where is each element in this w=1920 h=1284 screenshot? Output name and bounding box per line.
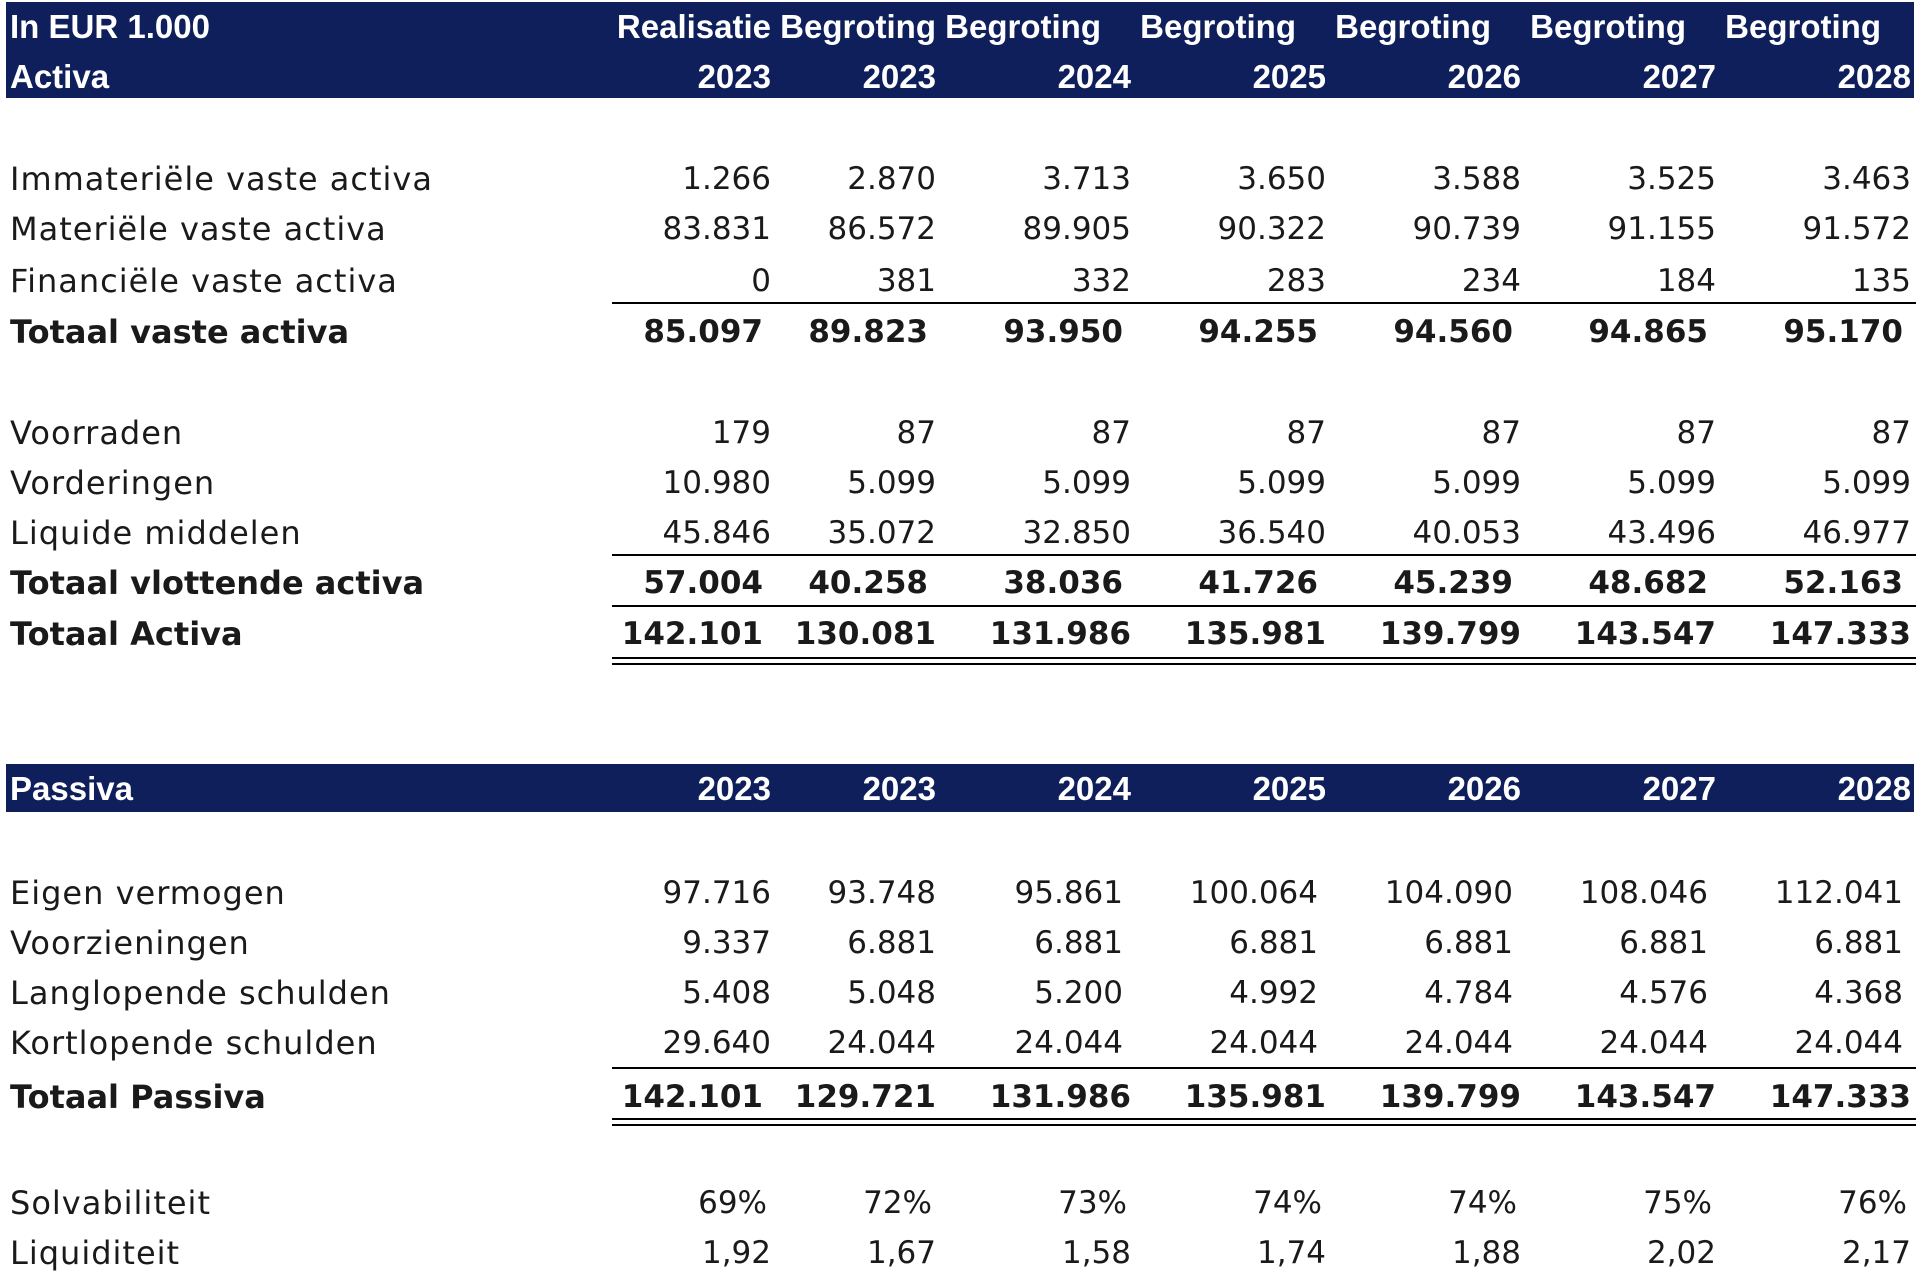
- row-label: Liquiditeit: [10, 1234, 181, 1272]
- column-year-6: 2027: [1642, 58, 1716, 95]
- value-cell: 3.463: [1822, 161, 1911, 197]
- value-cell: 89.905: [1022, 211, 1131, 247]
- value-cell: 1,74: [1256, 1235, 1326, 1271]
- value-cell: 4.576: [1619, 975, 1708, 1011]
- passiva-section-label: Passiva: [10, 770, 133, 807]
- value-cell: 48.682: [1588, 565, 1708, 601]
- value-cell: 46.977: [1802, 515, 1911, 551]
- passiva-year-4: 2025: [1252, 770, 1326, 807]
- value-cell: 87: [1481, 415, 1521, 451]
- column-year-3: 2024: [1057, 58, 1131, 95]
- value-cell: 87: [1871, 415, 1911, 451]
- value-cell: 179: [711, 415, 771, 451]
- row-label: Totaal Activa: [10, 615, 243, 653]
- value-cell: 94.255: [1198, 314, 1318, 350]
- value-cell: 1,67: [866, 1235, 936, 1271]
- subtotal-rule: [612, 554, 1916, 556]
- value-cell: 184: [1656, 263, 1716, 299]
- value-cell: 381: [876, 263, 936, 299]
- value-cell: 6.881: [847, 925, 936, 961]
- value-cell: 5.099: [1822, 465, 1911, 501]
- value-cell: 41.726: [1198, 565, 1318, 601]
- value-cell: 32.850: [1022, 515, 1131, 551]
- column-type-6: Begroting: [1530, 8, 1686, 45]
- value-cell: 93.748: [827, 875, 936, 911]
- value-cell: 100.064: [1189, 875, 1318, 911]
- value-cell: 4.368: [1814, 975, 1903, 1011]
- row-voorzieningen: [0, 918, 1920, 968]
- value-cell: 139.799: [1379, 616, 1521, 652]
- passiva-year-3: 2024: [1057, 770, 1131, 807]
- value-cell: 24.044: [827, 1025, 936, 1061]
- value-cell: 52.163: [1783, 565, 1903, 601]
- row-label: Materiële vaste activa: [10, 210, 387, 248]
- row-immateriele-vaste-activa: [0, 154, 1920, 204]
- row-label: Kortlopende schulden: [10, 1024, 378, 1062]
- value-cell: 4.992: [1229, 975, 1318, 1011]
- activa-section-label: Activa: [10, 58, 110, 95]
- value-cell: 0: [751, 263, 771, 299]
- value-cell: 24.044: [1599, 1025, 1708, 1061]
- value-cell: 5.408: [682, 975, 771, 1011]
- value-cell: 332: [1071, 263, 1131, 299]
- row-liquiditeit: [0, 1228, 1920, 1278]
- row-label: Liquide middelen: [10, 514, 302, 552]
- value-cell: 143.547: [1574, 1079, 1716, 1115]
- row-label: Voorzieningen: [10, 924, 250, 962]
- value-cell: 6.881: [1424, 925, 1513, 961]
- value-cell: 2,02: [1646, 1235, 1716, 1271]
- value-cell: 24.044: [1014, 1025, 1123, 1061]
- value-cell: 139.799: [1379, 1079, 1521, 1115]
- value-cell: 5.048: [847, 975, 936, 1011]
- value-cell: 45.846: [662, 515, 771, 551]
- value-cell: 74%: [1253, 1185, 1322, 1221]
- row-label: Financiële vaste activa: [10, 262, 398, 300]
- row-totaal-vlottende-activa: [0, 558, 1920, 608]
- subtotal-rule: [612, 302, 1916, 304]
- row-totaal-passiva: [0, 1072, 1920, 1122]
- passiva-year-7: 2028: [1837, 770, 1911, 807]
- row-financiele-vaste-activa: [0, 256, 1920, 306]
- value-cell: 283: [1266, 263, 1326, 299]
- row-eigen-vermogen: [0, 868, 1920, 918]
- value-cell: 57.004: [643, 565, 763, 601]
- value-cell: 143.547: [1574, 616, 1716, 652]
- value-cell: 130.081: [794, 616, 936, 652]
- value-cell: 93.950: [1003, 314, 1123, 350]
- value-cell: 1,92: [701, 1235, 771, 1271]
- row-kortlopende-schulden: [0, 1018, 1920, 1068]
- value-cell: 45.239: [1393, 565, 1513, 601]
- value-cell: 4.784: [1424, 975, 1513, 1011]
- value-cell: 69%: [698, 1185, 767, 1221]
- value-cell: 234: [1461, 263, 1521, 299]
- value-cell: 89.823: [808, 314, 928, 350]
- total-double-rule: [612, 657, 1916, 665]
- value-cell: 3.650: [1237, 161, 1326, 197]
- value-cell: 142.101: [621, 1079, 763, 1115]
- value-cell: 85.097: [643, 314, 763, 350]
- value-cell: 147.333: [1769, 616, 1911, 652]
- passiva-header-band: [6, 764, 1914, 812]
- column-year-7: 2028: [1837, 58, 1911, 95]
- value-cell: 9.337: [682, 925, 771, 961]
- value-cell: 94.560: [1393, 314, 1513, 350]
- value-cell: 40.053: [1412, 515, 1521, 551]
- value-cell: 40.258: [808, 565, 928, 601]
- row-vorderingen: [0, 458, 1920, 508]
- value-cell: 90.739: [1412, 211, 1521, 247]
- value-cell: 36.540: [1217, 515, 1326, 551]
- column-year-1: 2023: [697, 58, 771, 95]
- value-cell: 90.322: [1217, 211, 1326, 247]
- passiva-year-2: 2023: [862, 770, 936, 807]
- value-cell: 87: [1091, 415, 1131, 451]
- value-cell: 38.036: [1003, 565, 1123, 601]
- passiva-year-1: 2023: [697, 770, 771, 807]
- value-cell: 24.044: [1794, 1025, 1903, 1061]
- value-cell: 76%: [1838, 1185, 1907, 1221]
- row-label: Vorderingen: [10, 464, 216, 502]
- row-label: Immateriële vaste activa: [10, 160, 433, 198]
- value-cell: 1,88: [1451, 1235, 1521, 1271]
- value-cell: 5.099: [1237, 465, 1326, 501]
- value-cell: 2,17: [1841, 1235, 1911, 1271]
- passiva-year-6: 2027: [1642, 770, 1716, 807]
- value-cell: 5.099: [1627, 465, 1716, 501]
- value-cell: 87: [1676, 415, 1716, 451]
- activa-header-band: [6, 2, 1914, 98]
- value-cell: 29.640: [662, 1025, 771, 1061]
- value-cell: 35.072: [827, 515, 936, 551]
- value-cell: 43.496: [1607, 515, 1716, 551]
- row-label: Eigen vermogen: [10, 874, 286, 912]
- value-cell: 5.099: [1042, 465, 1131, 501]
- row-totaal-vaste-activa: [0, 307, 1920, 357]
- subtotal-rule: [612, 1067, 1916, 1069]
- value-cell: 112.041: [1774, 875, 1903, 911]
- value-cell: 95.170: [1783, 314, 1903, 350]
- row-voorraden: [0, 408, 1920, 458]
- value-cell: 147.333: [1769, 1079, 1911, 1115]
- value-cell: 75%: [1643, 1185, 1712, 1221]
- total-double-rule: [612, 1118, 1916, 1126]
- column-year-5: 2026: [1447, 58, 1521, 95]
- row-langlopende-schulden: [0, 968, 1920, 1018]
- column-type-4: Begroting: [1140, 8, 1296, 45]
- row-solvabiliteit: [0, 1178, 1920, 1228]
- value-cell: 108.046: [1579, 875, 1708, 911]
- value-cell: 94.865: [1588, 314, 1708, 350]
- unit-label: In EUR 1.000: [10, 8, 210, 45]
- row-materiele-vaste-activa: [0, 204, 1920, 254]
- value-cell: 135: [1851, 263, 1911, 299]
- row-label: Solvabiliteit: [10, 1184, 211, 1222]
- row-label: Totaal vlottende activa: [10, 564, 425, 602]
- value-cell: 86.572: [827, 211, 936, 247]
- value-cell: 87: [1286, 415, 1326, 451]
- value-cell: 6.881: [1814, 925, 1903, 961]
- value-cell: 10.980: [662, 465, 771, 501]
- value-cell: 3.588: [1432, 161, 1521, 197]
- value-cell: 104.090: [1384, 875, 1513, 911]
- value-cell: 24.044: [1209, 1025, 1318, 1061]
- column-year-2: 2023: [862, 58, 936, 95]
- value-cell: 5.099: [847, 465, 936, 501]
- value-cell: 91.572: [1802, 211, 1911, 247]
- column-type-1: Realisatie: [616, 8, 771, 45]
- value-cell: 135.981: [1184, 616, 1326, 652]
- value-cell: 2.870: [847, 161, 936, 197]
- value-cell: 142.101: [621, 616, 763, 652]
- row-label: Langlopende schulden: [10, 974, 391, 1012]
- column-type-5: Begroting: [1335, 8, 1491, 45]
- value-cell: 6.881: [1034, 925, 1123, 961]
- value-cell: 131.986: [989, 1079, 1131, 1115]
- value-cell: 129.721: [794, 1079, 936, 1115]
- row-liquide-middelen: [0, 508, 1920, 558]
- value-cell: 24.044: [1404, 1025, 1513, 1061]
- subtotal-rule: [612, 605, 1916, 607]
- value-cell: 135.981: [1184, 1079, 1326, 1115]
- value-cell: 5.099: [1432, 465, 1521, 501]
- row-label: Totaal Passiva: [10, 1078, 266, 1116]
- value-cell: 83.831: [662, 211, 771, 247]
- value-cell: 131.986: [989, 616, 1131, 652]
- row-totaal-activa: [0, 609, 1920, 659]
- value-cell: 1.266: [682, 161, 771, 197]
- column-type-7: Begroting: [1725, 8, 1881, 45]
- value-cell: 97.716: [662, 875, 771, 911]
- value-cell: 95.861: [1014, 875, 1123, 911]
- value-cell: 6.881: [1229, 925, 1318, 961]
- value-cell: 3.525: [1627, 161, 1716, 197]
- column-type-2: Begroting: [780, 8, 936, 45]
- row-label: Totaal vaste activa: [10, 313, 350, 351]
- value-cell: 91.155: [1607, 211, 1716, 247]
- value-cell: 72%: [863, 1185, 932, 1221]
- value-cell: 74%: [1448, 1185, 1517, 1221]
- column-year-4: 2025: [1252, 58, 1326, 95]
- value-cell: 5.200: [1034, 975, 1123, 1011]
- value-cell: 6.881: [1619, 925, 1708, 961]
- value-cell: 73%: [1058, 1185, 1127, 1221]
- value-cell: 3.713: [1042, 161, 1131, 197]
- row-label: Voorraden: [10, 414, 184, 452]
- passiva-year-5: 2026: [1447, 770, 1521, 807]
- column-type-3: Begroting: [945, 8, 1101, 45]
- value-cell: 1,58: [1061, 1235, 1131, 1271]
- value-cell: 87: [896, 415, 936, 451]
